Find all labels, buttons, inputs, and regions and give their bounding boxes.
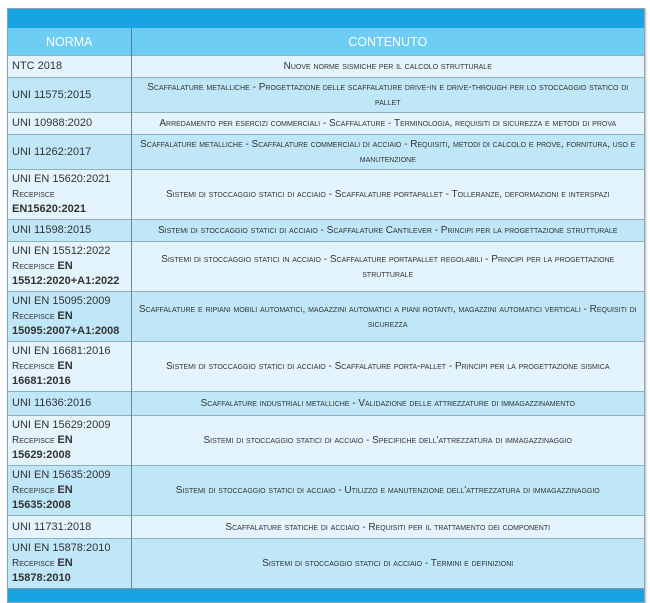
standards-table-container <box>7 8 645 603</box>
norma-cell <box>8 113 131 135</box>
norma-cell <box>8 78 131 113</box>
contenuto-cell: Sistemi di stoccaggio statici di acciaio - Utilizzo e manutenzione dell'attrezzatura di immagazzinaggio <box>131 466 644 516</box>
norma-code: UNI EN 15512:2022 <box>12 245 111 257</box>
table-row <box>8 220 644 242</box>
contenuto-cell: Sistemi di stoccaggio statici in acciaio - Scaffalature portapallet regolabili - Principi per la progettazione strutturale <box>131 242 644 292</box>
recepisce-code: EN 15629:2008 <box>12 434 73 461</box>
table-row <box>8 78 644 113</box>
table-row <box>8 292 644 342</box>
recepisce-label: Recepisce <box>12 485 55 496</box>
recepisce-line <box>12 309 127 339</box>
table-row <box>8 416 644 466</box>
norma-cell <box>8 220 131 242</box>
contenuto-cell: Scaffalature e ripiani mobili automatici, magazzini automatici a piani rotanti, magazzini automatici verticali - Requisiti di sicurezza <box>131 292 644 342</box>
table-row <box>8 170 644 220</box>
contenuto-cell: Scaffalature statiche di acciaio - Requisiti per il trattamento dei componenti <box>131 516 644 539</box>
norma-cell <box>8 466 131 516</box>
table-row <box>8 135 644 170</box>
contenuto-cell: Scaffalature metalliche - Progettazione delle scaffalature drive-in e drive-through per lo stoccaggio statico di pallet <box>131 78 644 113</box>
table-row <box>8 342 644 392</box>
norma-code: UNI EN 15620:2021 <box>12 173 111 185</box>
norma-code: UNI EN 16681:2016 <box>12 345 111 357</box>
recepisce-code: EN 15878:2010 <box>12 557 73 584</box>
norma-cell <box>8 170 131 220</box>
norma-cell <box>8 516 131 539</box>
norma-code: UNI EN 15095:2009 <box>12 295 111 307</box>
norma-cell <box>8 539 131 589</box>
norma-cell <box>8 392 131 416</box>
norma-code: UNI 11636:2016 <box>12 397 92 409</box>
recepisce-code: EN 15512:2020+A1:2022 <box>12 260 120 287</box>
top-bar <box>8 9 644 28</box>
recepisce-label: Recepisce <box>12 189 55 200</box>
table-row <box>8 466 644 516</box>
header-norma: NORMA <box>8 28 131 56</box>
norma-cell <box>8 56 131 78</box>
bottom-bar <box>8 588 644 602</box>
recepisce-label: Recepisce <box>12 558 55 569</box>
norma-cell <box>8 342 131 392</box>
table-row <box>8 539 644 589</box>
table-row <box>8 113 644 135</box>
norma-code: UNI 11598:2015 <box>12 224 92 236</box>
norma-code: UNI EN 15629:2009 <box>12 419 111 431</box>
header-row <box>8 28 644 56</box>
norma-code: UNI EN 15635:2009 <box>12 469 111 481</box>
norma-cell <box>8 242 131 292</box>
table-row <box>8 56 644 78</box>
recepisce-line <box>12 259 127 289</box>
recepisce-code: EN 16681:2016 <box>12 360 73 387</box>
norma-cell <box>8 416 131 466</box>
norma-code: UNI 11575:2015 <box>12 88 92 101</box>
contenuto-cell: Sistemi di stoccaggio statici di acciaio - Scaffalature Cantilever - Principi per la progettazione strutturale <box>131 220 644 242</box>
recepisce-line <box>12 359 127 389</box>
norma-code: UNI 11731:2018 <box>12 520 92 533</box>
recepisce-code: EN 15095:2007+A1:2008 <box>12 310 120 337</box>
contenuto-cell: Sistemi di stoccaggio statici di acciaio - Scaffalature portapallet - Tolleranze, deformazioni e interspazi <box>131 170 644 220</box>
recepisce-line <box>12 483 127 513</box>
norma-cell <box>8 135 131 170</box>
contenuto-cell: Scaffalature industriali metalliche - Validazione delle attrezzature di immagazzinamento <box>131 392 644 416</box>
table-row <box>8 516 644 539</box>
table-row <box>8 242 644 292</box>
contenuto-cell: Sistemi di stoccaggio statici di acciaio - Scaffalature porta-pallet - Principi per la progettazione sismica <box>131 342 644 392</box>
norma-cell <box>8 292 131 342</box>
norma-code: UNI 10988:2020 <box>12 117 93 129</box>
norma-code: UNI EN 15878:2010 <box>12 542 111 554</box>
recepisce-line <box>12 187 127 217</box>
contenuto-cell: Sistemi di stoccaggio statici di acciaio - Termini e definizioni <box>131 539 644 589</box>
recepisce-label: Recepisce <box>12 361 55 372</box>
recepisce-label: Recepisce <box>12 261 55 272</box>
recepisce-code: EN15620:2021 <box>12 203 87 215</box>
norma-code: UNI 11262:2017 <box>12 145 92 158</box>
contenuto-cell: Nuove norme sismiche per il calcolo strutturale <box>131 56 644 78</box>
recepisce-line <box>12 433 127 463</box>
header-contenuto: CONTENUTO <box>131 28 644 56</box>
recepisce-line <box>12 556 127 586</box>
standards-table <box>8 28 644 588</box>
recepisce-label: Recepisce <box>12 435 55 446</box>
recepisce-code: EN 15635:2008 <box>12 484 73 511</box>
contenuto-cell: Sistemi di stoccaggio statici di acciaio - Specifiche dell'attrezzatura di immagazzinaggio <box>131 416 644 466</box>
norma-code: NTC 2018 <box>12 60 63 72</box>
table-row <box>8 392 644 416</box>
recepisce-label: Recepisce <box>12 311 55 322</box>
contenuto-cell: Arredamento per esercizi commerciali - Scaffalature - Terminologia, requisiti di sicurezza e metodi di prova <box>131 113 644 135</box>
contenuto-cell: Scaffalature metalliche - Scaffalature commerciali di acciaio - Requisiti, metodi di calcolo e prove, fornitura, uso e manutenzione <box>131 135 644 170</box>
